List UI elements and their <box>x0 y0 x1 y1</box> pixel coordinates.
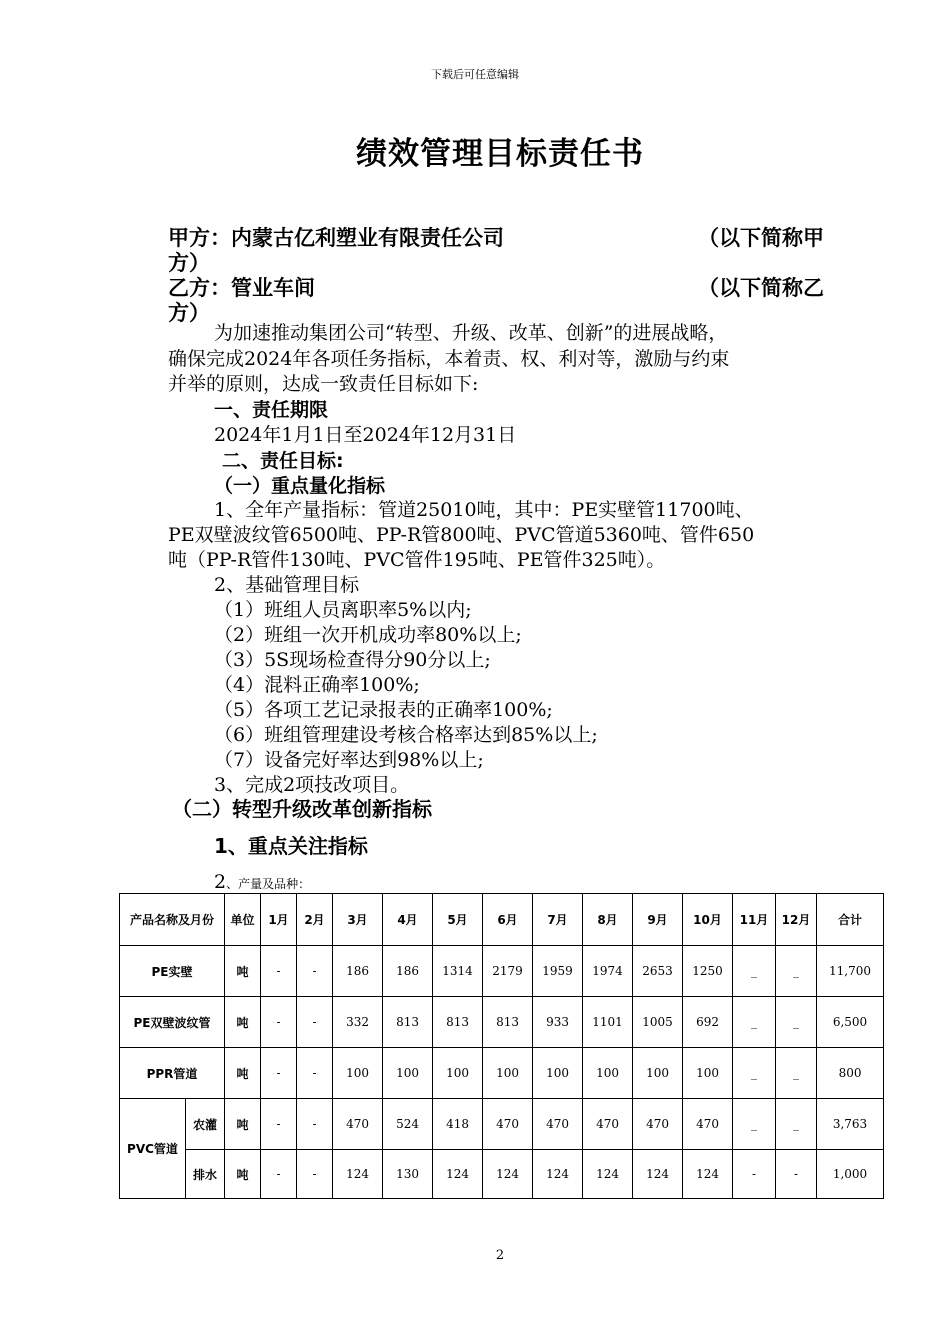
table-row <box>120 1048 884 1099</box>
item1-line: PE双壁波纹管6500吨、PP-R管800吨、PVC管道5360吨、管件650 <box>168 524 755 546</box>
cell: 470 <box>683 1099 733 1150</box>
row-unit: 吨 <box>225 997 261 1048</box>
table-row <box>120 997 884 1048</box>
cell: - <box>261 997 297 1048</box>
intro-line: 并举的原则，达成一致责任目标如下: <box>168 373 479 395</box>
party-a-note: （以下简称甲 <box>698 226 824 250</box>
cell: - <box>776 1150 817 1199</box>
cell: 1250 <box>683 946 733 997</box>
cell: 100 <box>683 1048 733 1099</box>
cell: 470 <box>333 1099 383 1150</box>
table-caption-text: 、产量及品种： <box>226 877 311 891</box>
cell: 100 <box>383 1048 433 1099</box>
item2-title: 2、基础管理目标 <box>214 574 360 596</box>
party-b-label: 乙方：管业车间 <box>168 276 315 300</box>
header-month: 7月 <box>533 894 583 946</box>
cell: 933 <box>533 997 583 1048</box>
cell-total: 800 <box>817 1048 884 1099</box>
cell: - <box>297 1099 333 1150</box>
cell: _ <box>733 997 776 1048</box>
item1-line: 1、全年产量指标：管道25010吨，其中：PE实壁管11700吨、 <box>214 499 754 521</box>
cell: 813 <box>383 997 433 1048</box>
item1-line: 吨（PP-R管件130吨、PVC管件195吨、PE管件325吨）。 <box>168 549 666 571</box>
party-a-label: 甲方：内蒙古亿利塑业有限责任公司 <box>168 226 504 250</box>
table-caption-number: 2 <box>214 871 227 893</box>
cell: 100 <box>533 1048 583 1099</box>
row-unit: 吨 <box>225 1150 261 1199</box>
row-group-name: PVC管道 <box>120 1099 186 1199</box>
header-month: 4月 <box>383 894 433 946</box>
cell: - <box>297 1150 333 1199</box>
header-month: 2月 <box>297 894 333 946</box>
header-note: 下载后可任意编辑 <box>431 68 519 81</box>
cell: 124 <box>483 1150 533 1199</box>
intro-line: 为加速推动集团公司“转型、升级、改革、创新”的进展战略， <box>214 322 728 344</box>
row-subtype: 农灌 <box>186 1099 225 1150</box>
party-b-tail: 方） <box>168 301 210 325</box>
cell: 470 <box>583 1099 633 1150</box>
cell: 470 <box>483 1099 533 1150</box>
item2-entry: （2）班组一次开机成功率80%以上; <box>214 624 522 646</box>
cell: 418 <box>433 1099 483 1150</box>
cell: 100 <box>633 1048 683 1099</box>
cell: 470 <box>633 1099 683 1150</box>
cell: 1005 <box>633 997 683 1048</box>
cell: 124 <box>583 1150 633 1199</box>
table-row <box>120 946 884 997</box>
header-month: 11月 <box>733 894 776 946</box>
intro-line: 确保完成2024年各项任务指标，本着责、权、利对等，激励与约束 <box>168 348 730 370</box>
item2-entry: （5）各项工艺记录报表的正确率100%; <box>214 699 553 721</box>
row-unit: 吨 <box>225 1048 261 1099</box>
party-a-tail: 方） <box>168 251 210 275</box>
header-month: 12月 <box>776 894 817 946</box>
cell: 186 <box>383 946 433 997</box>
header-month: 3月 <box>333 894 383 946</box>
cell: 100 <box>583 1048 633 1099</box>
cell: 124 <box>633 1150 683 1199</box>
cell-total: 6,500 <box>817 997 884 1048</box>
item2-entry: （4）混料正确率100%; <box>214 674 420 696</box>
cell: - <box>261 946 297 997</box>
row-subtype: 排水 <box>186 1150 225 1199</box>
item2-entry: （6）班组管理建设考核合格率达到85%以上; <box>214 724 598 746</box>
production-table <box>119 893 884 1199</box>
focus-title: 1、重点关注指标 <box>214 834 368 858</box>
cell: 813 <box>433 997 483 1048</box>
cell-total: 11,700 <box>817 946 884 997</box>
item3-text: 3、完成2项技改项目。 <box>214 774 410 796</box>
cell: 124 <box>333 1150 383 1199</box>
table-row <box>120 1099 884 1150</box>
header-month: 1月 <box>261 894 297 946</box>
item2-entry: （1）班组人员离职率5%以内; <box>214 599 472 621</box>
row-unit: 吨 <box>225 946 261 997</box>
cell-total: 1,000 <box>817 1150 884 1199</box>
cell: - <box>733 1150 776 1199</box>
header-month: 5月 <box>433 894 483 946</box>
subsection2-title: （二）转型升级改革创新指标 <box>172 797 432 821</box>
cell: _ <box>776 946 817 997</box>
cell: 130 <box>383 1150 433 1199</box>
row-product-name: PE双壁波纹管 <box>120 997 225 1048</box>
party-b-note: （以下简称乙 <box>698 276 824 300</box>
cell: 186 <box>333 946 383 997</box>
page-title: 绩效管理目标责任书 <box>356 136 644 172</box>
table-header-row <box>120 894 884 946</box>
cell: 1101 <box>583 997 633 1048</box>
cell: 2653 <box>633 946 683 997</box>
cell: 524 <box>383 1099 433 1150</box>
header-month: 10月 <box>683 894 733 946</box>
cell: 100 <box>483 1048 533 1099</box>
cell: 1974 <box>583 946 633 997</box>
cell: 692 <box>683 997 733 1048</box>
cell: _ <box>776 1099 817 1150</box>
cell: 332 <box>333 997 383 1048</box>
cell: - <box>261 1150 297 1199</box>
cell: - <box>297 997 333 1048</box>
cell: - <box>261 1099 297 1150</box>
cell: 124 <box>683 1150 733 1199</box>
header-unit: 单位 <box>225 894 261 946</box>
cell-total: 3,763 <box>817 1099 884 1150</box>
header-month: 9月 <box>633 894 683 946</box>
table-row <box>120 1150 884 1199</box>
page-number: 2 <box>495 1248 505 1263</box>
cell: _ <box>733 1048 776 1099</box>
cell: _ <box>776 1048 817 1099</box>
subsection1-title: （一）重点量化指标 <box>214 475 386 497</box>
section1-title: 一、责任期限 <box>214 399 329 421</box>
cell: 813 <box>483 997 533 1048</box>
cell: 124 <box>433 1150 483 1199</box>
section1-text: 2024年1月1日至2024年12月31日 <box>214 424 517 446</box>
header-month: 6月 <box>483 894 533 946</box>
row-unit: 吨 <box>225 1099 261 1150</box>
section2-title: 二、责任目标: <box>222 450 344 472</box>
cell: - <box>261 1048 297 1099</box>
header-month: 8月 <box>583 894 633 946</box>
row-product-name: PE实壁 <box>120 946 225 997</box>
header-total: 合计 <box>817 894 884 946</box>
header-product: 产品名称及月份 <box>120 894 225 946</box>
cell: _ <box>733 946 776 997</box>
item2-entry: （3）5S现场检查得分90分以上; <box>214 649 491 671</box>
cell: 1314 <box>433 946 483 997</box>
cell: 2179 <box>483 946 533 997</box>
cell: _ <box>776 997 817 1048</box>
cell: 1959 <box>533 946 583 997</box>
row-product-name: PPR管道 <box>120 1048 225 1099</box>
cell: - <box>297 1048 333 1099</box>
cell: _ <box>733 1099 776 1150</box>
item2-entry: （7）设备完好率达到98%以上; <box>214 749 484 771</box>
cell: 124 <box>533 1150 583 1199</box>
cell: - <box>297 946 333 997</box>
cell: 100 <box>333 1048 383 1099</box>
cell: 100 <box>433 1048 483 1099</box>
cell: 470 <box>533 1099 583 1150</box>
